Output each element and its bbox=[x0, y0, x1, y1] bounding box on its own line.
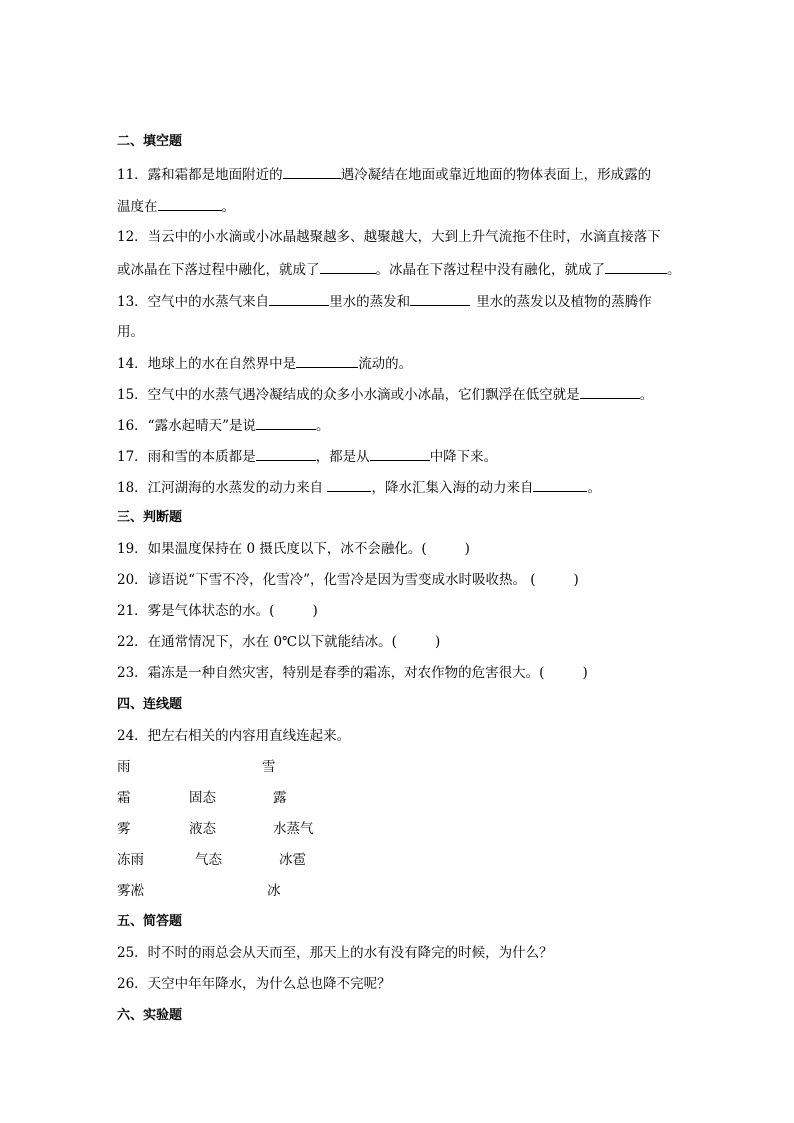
match-right-item[interactable]: 水蒸气 bbox=[273, 821, 314, 837]
question-17: 17．雨和雪的本质都是 ，都是从 中降下来。 bbox=[117, 446, 497, 467]
question-22: 22．在通常情况下，水在 0℃以下就能结冰。( ) bbox=[117, 634, 441, 650]
question-13-line-2: 用。 bbox=[117, 324, 144, 340]
match-left-item[interactable]: 雨 bbox=[117, 759, 131, 775]
answer-blank[interactable] bbox=[605, 259, 667, 274]
match-right-item[interactable]: 冰雹 bbox=[279, 852, 306, 868]
answer-blank[interactable] bbox=[158, 196, 222, 211]
answer-blank[interactable] bbox=[533, 477, 587, 492]
question-21: 21．雾是气体状态的水。( ) bbox=[117, 603, 318, 619]
section-heading-experiment: 六、实验题 bbox=[117, 1008, 183, 1023]
question-26: 26．天空中年年降水，为什么总也降不完呢？ bbox=[117, 976, 391, 992]
question-18: 18．江河湖海的水蒸发的动力来自 ，降水汇集入海的动力来自 。 bbox=[117, 477, 601, 498]
answer-blank[interactable] bbox=[410, 291, 470, 306]
question-12-line-2: 或冰晶在下落过程中融化，就成了 。冰晶在下落过程中没有融化，就成了 。 bbox=[117, 259, 681, 280]
question-25: 25．时不时的雨总会从天而至，那天上的水有没有降完的时候，为什么？ bbox=[117, 945, 553, 961]
section-heading-matching: 四、连线题 bbox=[117, 697, 183, 712]
question-19: 19．如果温度保持在 0 摄氏度以下，冰不会融化。( ) bbox=[117, 541, 470, 557]
question-11-line-1: 11．露和霜都是地面附近的 遇冷凝结在地面或靠近地面的物体表面上，形成露的 bbox=[117, 164, 651, 185]
match-middle-item[interactable]: 气态 bbox=[195, 852, 222, 868]
question-11-line-2: 温度在 。 bbox=[117, 196, 235, 217]
answer-blank[interactable] bbox=[256, 446, 316, 461]
answer-blank[interactable] bbox=[327, 477, 371, 492]
match-left-item[interactable]: 雾凇 bbox=[117, 883, 144, 899]
question-15: 15．空气中的水蒸气遇冷凝结成的众多小水滴或小冰晶，它们飘浮在低空就是 。 bbox=[117, 384, 653, 405]
question-16: 16．“露水起晴天”是说 。 bbox=[117, 415, 329, 436]
answer-blank[interactable] bbox=[283, 164, 341, 179]
match-right-item[interactable]: 露 bbox=[273, 790, 287, 806]
question-20: 20．谚语说“下雪不冷，化雪冷”，化雪冷是因为雪变成水时吸收热。 ( ) bbox=[117, 572, 579, 588]
match-middle-item[interactable]: 固态 bbox=[189, 790, 216, 806]
answer-blank[interactable] bbox=[370, 446, 430, 461]
question-13-line-1: 13．空气中的水蒸气来自 里水的蒸发和 里水的蒸发以及植物的蒸腾作 bbox=[117, 291, 652, 312]
answer-blank[interactable] bbox=[580, 384, 640, 399]
match-right-item[interactable]: 雪 bbox=[262, 759, 276, 775]
match-middle-item[interactable]: 液态 bbox=[189, 821, 216, 837]
section-heading-short-answer: 五、简答题 bbox=[117, 914, 183, 929]
answer-blank[interactable] bbox=[269, 291, 329, 306]
section-heading-true-false: 三、判断题 bbox=[117, 510, 183, 525]
match-right-item[interactable]: 冰 bbox=[267, 883, 281, 899]
match-left-item[interactable]: 霜 bbox=[117, 790, 131, 806]
section-heading-fill-blank: 二、填空题 bbox=[117, 134, 183, 149]
question-23: 23．霜冻是一种自然灾害，特别是春季的霜冻，对农作物的危害很大。( ) bbox=[117, 665, 588, 681]
question-12-line-1: 12．当云中的小水滴或小冰晶越聚越多、越聚越大，大到上升气流拖不住时，水滴直接落下 bbox=[117, 229, 661, 245]
match-left-item[interactable]: 冻雨 bbox=[117, 852, 144, 868]
match-left-item[interactable]: 雾 bbox=[117, 821, 131, 837]
answer-blank[interactable] bbox=[296, 353, 358, 368]
answer-blank[interactable] bbox=[256, 415, 316, 430]
answer-blank[interactable] bbox=[320, 259, 376, 274]
question-24-prompt: 24．把左右相关的内容用直线连起来。 bbox=[117, 728, 351, 744]
question-14: 14．地球上的水在自然界中是 流动的。 bbox=[117, 353, 412, 374]
